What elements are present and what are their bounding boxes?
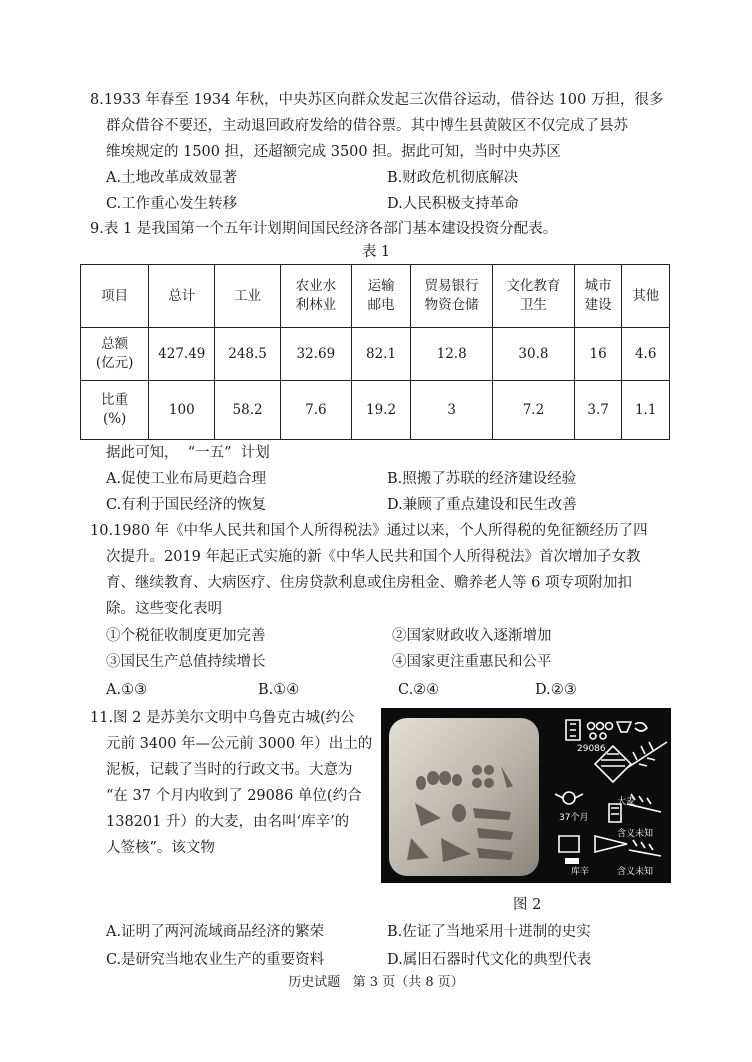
table-header-cell: 农业水 利林业 — [280, 265, 351, 328]
q11-line-3: 泥板，记载了当时的行政文书。大意为 — [106, 762, 353, 778]
q8-line-2: 群众借谷不要还，主动退回政府发给的借谷票。其中博生县黄陂区不仅完成了县苏 — [106, 118, 628, 134]
q11-line-2: 元前 3400 年—公元前 3000 年）出土的 — [106, 736, 373, 752]
table-cell: 1.1 — [622, 381, 670, 440]
figure-label-barley: 大麦 — [617, 797, 636, 807]
q11-option-c: C.是研究当地农业生产的重要资料 — [106, 952, 325, 968]
table-cell: 3.7 — [574, 381, 622, 440]
q8-option-b: B.财政危机彻底解决 — [387, 170, 519, 186]
table-header-cell: 总计 — [149, 265, 215, 328]
table-cell: 3 — [411, 381, 493, 440]
q11-line-1: 11.图 2 是苏美尔文明中乌鲁克古城(约公 — [90, 710, 355, 726]
q10-statement-4: ④国家更注重惠民和公平 — [392, 654, 552, 670]
table-cell: 248.5 — [215, 328, 281, 381]
q8-option-d: D.人民积极支持革命 — [387, 196, 519, 212]
figure-2-caption: 图 2 — [513, 897, 542, 913]
table-cell: 比重 (%) — [81, 381, 149, 440]
q10-statement-3: ③国民生产总值持续增长 — [106, 654, 266, 670]
q11-option-a: A.证明了两河流域商品经济的繁荣 — [106, 924, 325, 940]
table-cell: 4.6 — [622, 328, 670, 381]
figure-label-number: 29086 — [577, 744, 606, 754]
q11-line-5: 138201 升）的大麦，由名叫‘库辛’的 — [106, 814, 350, 830]
figure-label-unknown-2: 含义未知 — [617, 867, 654, 877]
figure-2-tablet — [381, 708, 671, 883]
page-footer: 历史试题 第 3 页（共 8 页） — [288, 975, 464, 990]
q11-line-6: 人签核”。该文物 — [106, 840, 215, 856]
q11-option-d: D.属旧石器时代文化的典型代表 — [387, 952, 592, 968]
q8-line-3: 维埃规定的 1500 担，还超额完成 3500 担。据此可知，当时中央苏区 — [106, 144, 561, 160]
table-header-cell: 贸易银行 物资仓储 — [411, 265, 493, 328]
q9-option-b: B.照搬了苏联的经济建设经验 — [387, 471, 577, 487]
table-header-cell: 运输 邮电 — [351, 265, 410, 328]
table-cell: 7.2 — [493, 381, 575, 440]
q10-statement-1: ①个税征收制度更加完善 — [106, 628, 266, 644]
q11-option-b: B.佐证了当地采用十进制的史实 — [387, 924, 591, 940]
q10-statement-2: ②国家财政收入逐渐增加 — [392, 628, 552, 644]
table-row — [81, 381, 670, 440]
table-cell: 58.2 — [215, 381, 281, 440]
q9-stem: 9.表 1 是我国第一个五年计划期间国民经济各部门基本建设投资分配表。 — [90, 221, 558, 237]
table-row — [81, 328, 670, 381]
table-header-cell: 城市 建设 — [574, 265, 622, 328]
q8-option-c: C.工作重心发生转移 — [106, 196, 238, 212]
table-cell: 100 — [149, 381, 215, 440]
figure-label-kushim: 库辛 — [571, 867, 590, 877]
investment-table — [80, 264, 670, 440]
q9-option-a: A.促使工业布局更趋合理 — [106, 471, 267, 487]
q10-line-2: 次提升。2019 年起正式实施的新《中华人民共和国个人所得税法》首次增加子女教 — [106, 549, 641, 565]
q10-line-4: 除。这些变化表明 — [106, 601, 222, 617]
figure-label-unknown-1: 含义未知 — [617, 829, 654, 839]
table-cell: 7.6 — [280, 381, 351, 440]
q9-table-title: 表 1 — [361, 244, 391, 260]
q10-option-b: B.①④ — [258, 682, 300, 698]
q10-line-1: 10.1980 年《中华人民共和国个人所得税法》通过以来，个人所得税的免征额经历了四 — [90, 523, 648, 539]
q11-line-4: “在 37 个月内收到了 29086 单位(约合 — [106, 788, 362, 804]
q9-conclusion: 据此可知， “一五” 计划 — [106, 445, 270, 461]
table-cell: 总额 (亿元) — [81, 328, 149, 381]
table-cell: 32.69 — [280, 328, 351, 381]
q9-option-c: C.有利于国民经济的恢复 — [106, 497, 267, 513]
q8-option-a: A.土地改革成效显著 — [106, 170, 238, 186]
table-header-row — [81, 265, 670, 328]
figure-label-months: 37个月 — [559, 813, 589, 823]
table-cell: 427.49 — [149, 328, 215, 381]
q10-option-d: D.②③ — [535, 682, 577, 698]
table-cell: 12.8 — [411, 328, 493, 381]
table-cell: 19.2 — [351, 381, 410, 440]
q10-option-a: A.①③ — [106, 682, 148, 698]
table-header-cell: 工业 — [215, 265, 281, 328]
q9-option-d: D.兼顾了重点建设和民生改善 — [387, 497, 577, 513]
table-cell: 82.1 — [351, 328, 410, 381]
q10-line-3: 育、继续教育、大病医疗、住房贷款利息或住房租金、赡养老人等 6 项专项附加扣 — [106, 575, 632, 591]
table-header-cell: 文化教育 卫生 — [493, 265, 575, 328]
table-header-cell: 项目 — [81, 265, 149, 328]
q10-option-c: C.②④ — [398, 682, 440, 698]
table-cell: 30.8 — [493, 328, 575, 381]
table-header-cell: 其他 — [622, 265, 670, 328]
table-cell: 16 — [574, 328, 622, 381]
q8-line-1: 8.1933 年春至 1934 年秋，中央苏区向群众发起三次借谷运动，借谷达 100 万担，很多 — [90, 92, 664, 108]
